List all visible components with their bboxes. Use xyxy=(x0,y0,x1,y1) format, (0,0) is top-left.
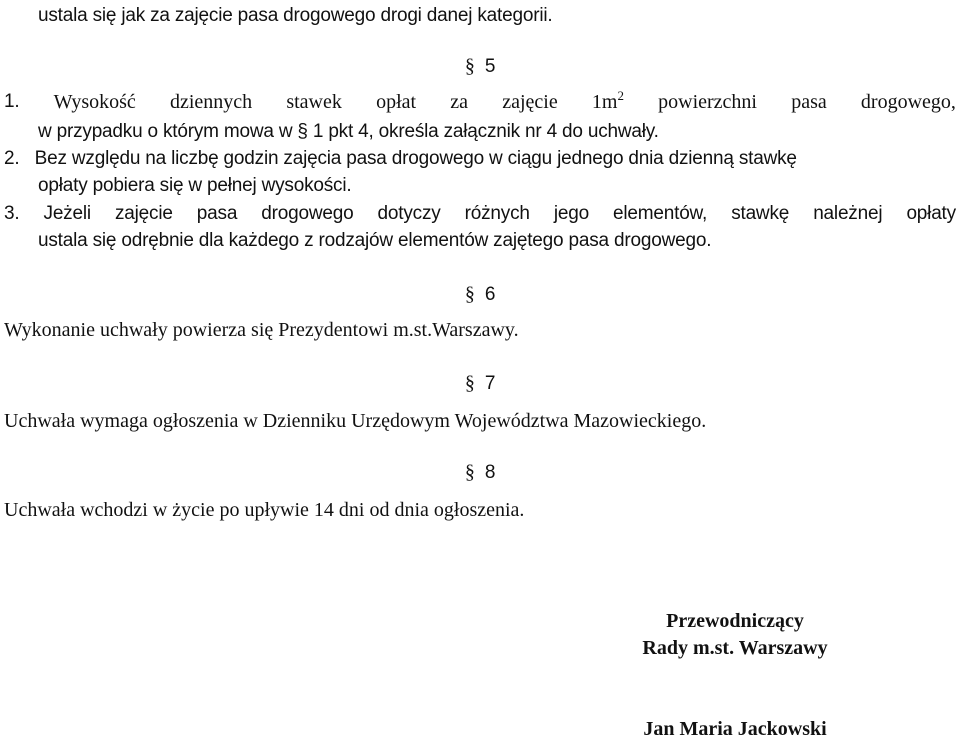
paragraph-number: 1. xyxy=(4,91,20,112)
section-5-paragraph-3-line-2: ustala się odrębnie dla każdego z rodzajów elementów zajętego pasa drogowego. xyxy=(38,230,712,251)
signature-title-line-2: Rady m.st. Warszawy xyxy=(642,637,828,659)
word: opłat xyxy=(376,91,417,113)
word: elementów, xyxy=(613,203,708,224)
word-with-exponent xyxy=(591,88,624,113)
word: należnej xyxy=(813,203,883,224)
exponent: 2 xyxy=(617,88,624,103)
section-number: 5 xyxy=(484,56,496,77)
section-5-paragraph-2-line-1: 2. Bez względu na liczbę godzin zajęcia pasa drogowego w ciągu jednego dnia dzienną stawkę xyxy=(4,148,797,169)
section-6-heading xyxy=(0,284,960,304)
section-symbol: § xyxy=(464,283,475,305)
word: pasa xyxy=(196,203,238,224)
section-symbol: § xyxy=(464,461,475,483)
section-number: 6 xyxy=(484,284,496,305)
word: drogowego xyxy=(261,203,354,224)
section-6-text: Wykonanie uchwały powierza się Prezydentowi m.st.Warszawy. xyxy=(4,319,519,341)
word: różnych xyxy=(464,203,530,224)
word: dziennych xyxy=(169,91,253,113)
section-5-paragraph-2-line-2: opłaty pobiera się w pełnej wysokości. xyxy=(38,175,352,196)
paragraph-number: 3. xyxy=(4,203,20,224)
word: Jeżeli xyxy=(43,203,91,224)
word: 1m xyxy=(591,91,618,113)
word: pasa xyxy=(791,91,827,113)
section-8-text: Uchwała wchodzi w życie po upływie 14 dni od dnia ogłoszenia. xyxy=(4,499,525,521)
word: opłaty xyxy=(906,203,956,224)
word: powierzchni xyxy=(658,91,757,113)
word: Wysokość xyxy=(53,91,136,113)
word: za xyxy=(450,91,469,113)
section-number: 7 xyxy=(484,373,496,394)
section-number: 8 xyxy=(484,462,496,483)
word: zajęcie xyxy=(502,91,558,113)
word: stawek xyxy=(286,91,342,113)
section-7-heading xyxy=(0,373,960,393)
signature-title-line-1: Przewodniczący xyxy=(666,610,804,632)
section-5-paragraph-3-line-1 xyxy=(4,204,956,223)
section-7-text: Uchwała wymaga ogłoszenia w Dzienniku Urzędowym Województwa Mazowieckiego. xyxy=(4,410,707,432)
word: dotyczy xyxy=(377,203,441,224)
signature-name: Jan Maria Jackowski xyxy=(643,718,827,740)
continuation-line: ustala się jak za zajęcie pasa drogowego drogi danej kategorii. xyxy=(38,5,553,26)
section-symbol: § xyxy=(464,55,475,77)
section-symbol: § xyxy=(464,372,475,394)
section-5-paragraph-1-line-1 xyxy=(4,88,956,113)
section-8-heading xyxy=(0,462,960,482)
word: stawkę xyxy=(731,203,790,224)
section-5-heading xyxy=(0,56,960,76)
word: drogowego, xyxy=(860,91,956,113)
section-5-paragraph-1-line-2: w przypadku o którym mowa w § 1 pkt 4, określa załącznik nr 4 do uchwały. xyxy=(38,121,659,142)
word: zajęcie xyxy=(114,203,173,224)
word: jego xyxy=(553,203,589,224)
